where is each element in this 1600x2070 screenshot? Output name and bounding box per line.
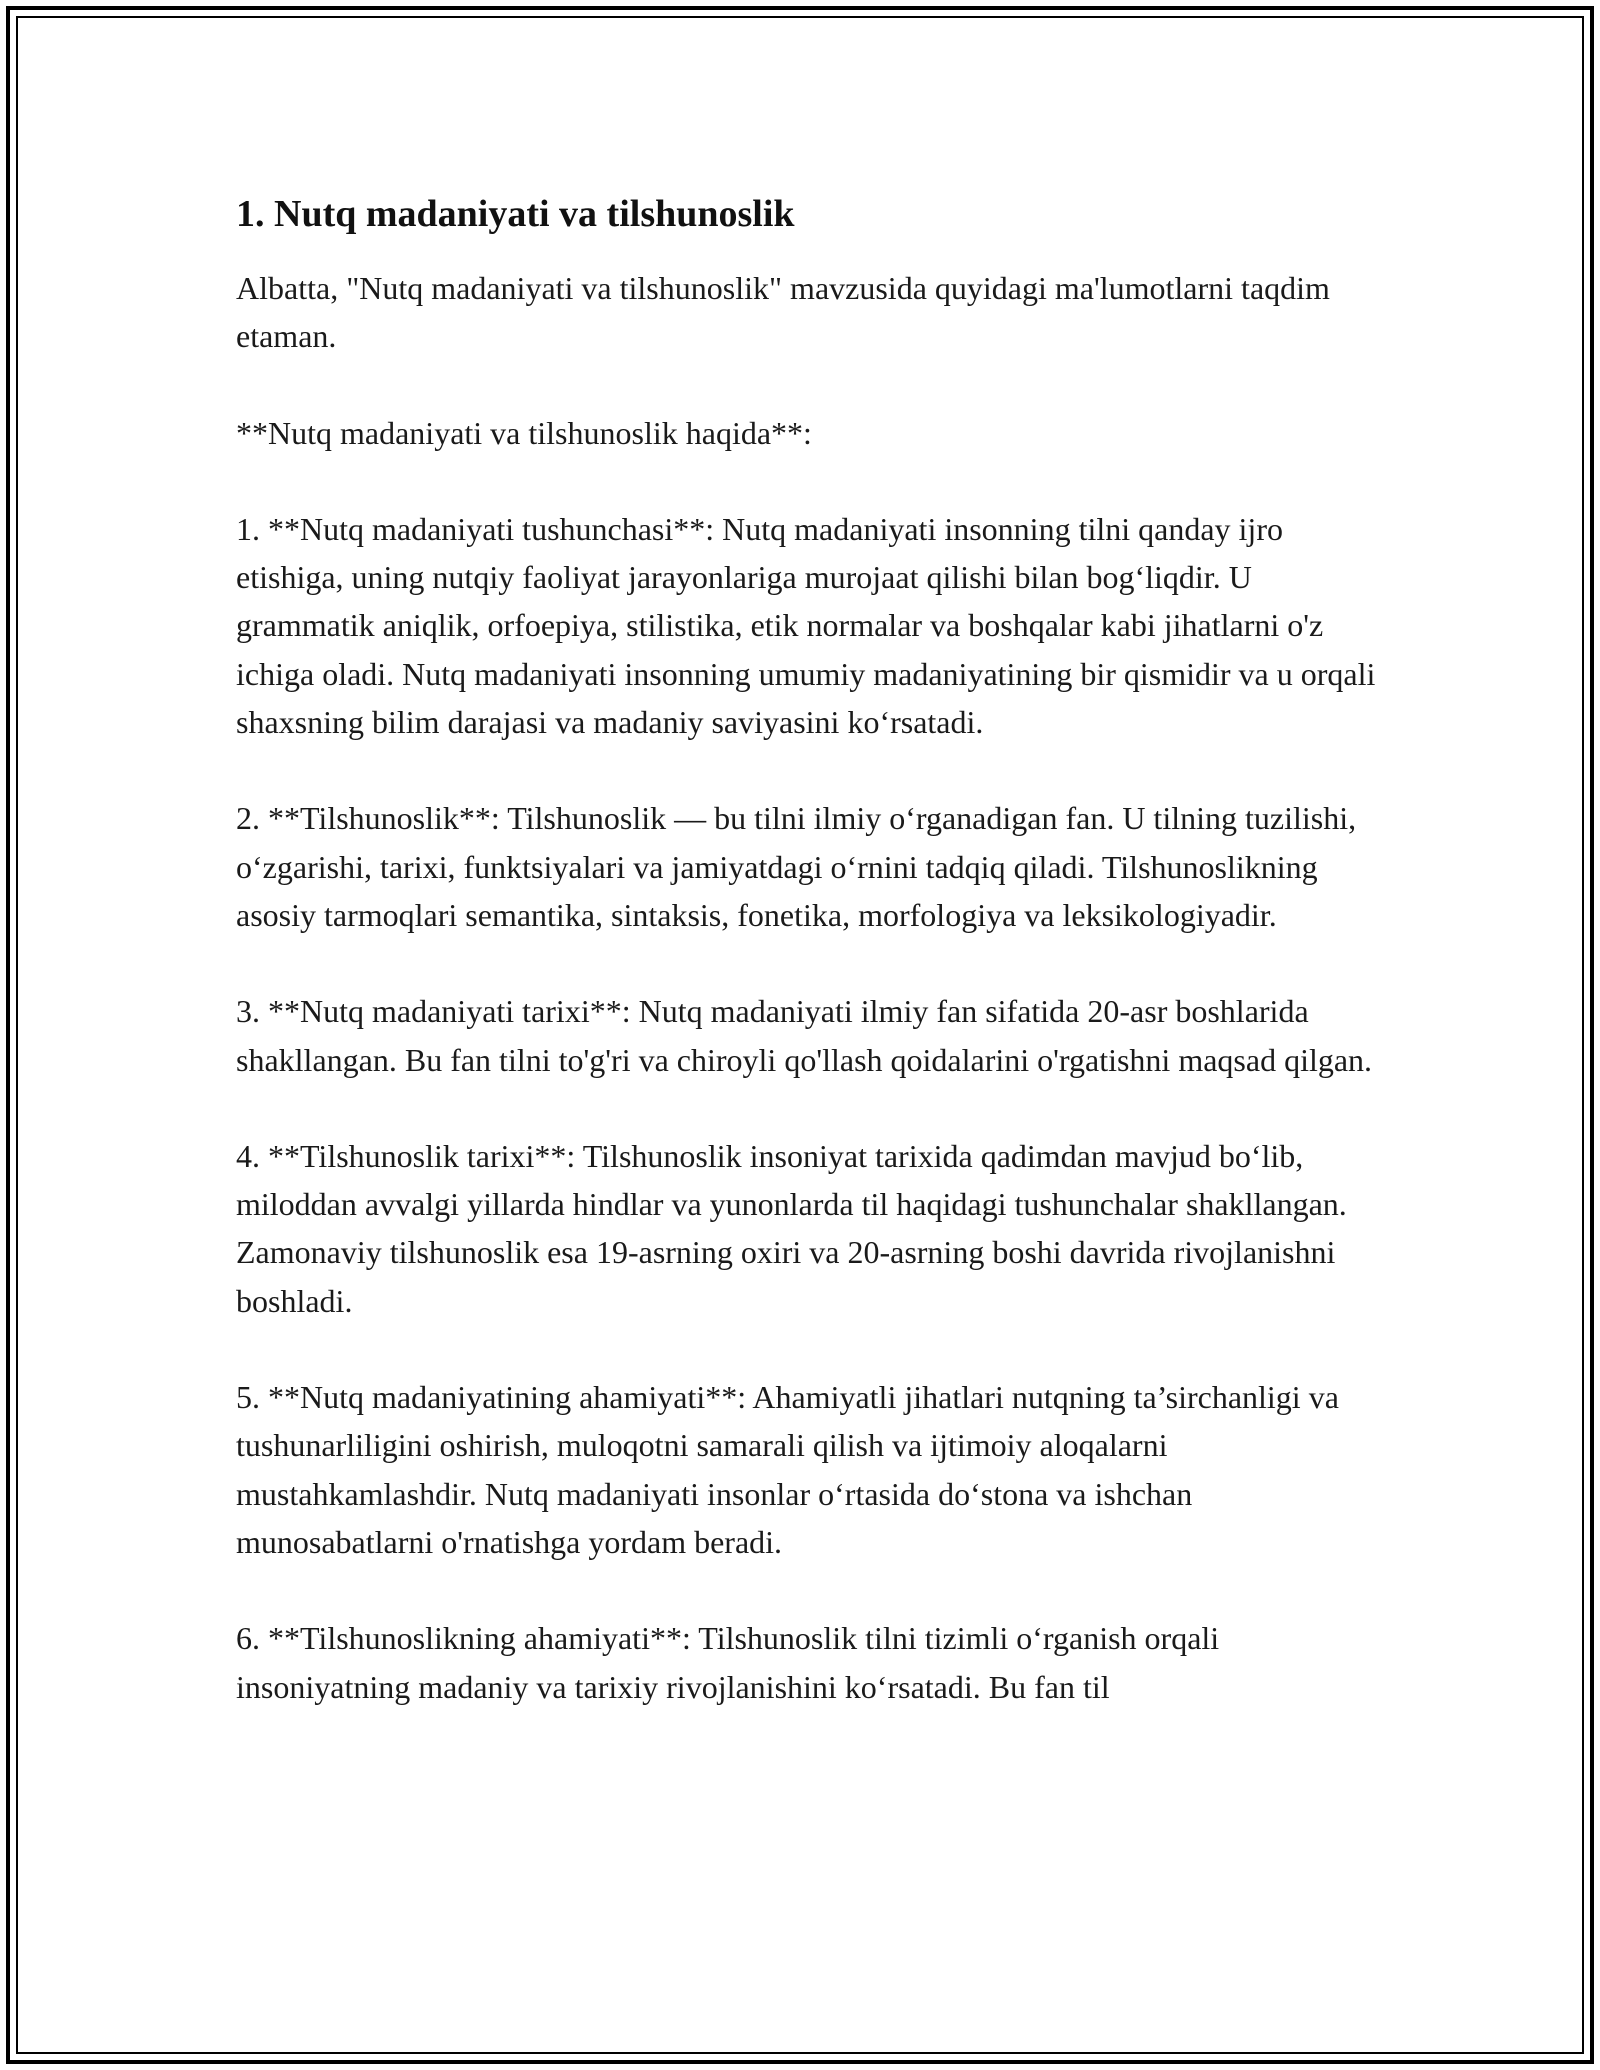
intro-paragraph: Albatta, "Nutq madaniyati va tilshunoslik" mavzusida quyidagi ma'lumotlarni taqdim etaman. bbox=[236, 270, 1330, 355]
point-6-paragraph: 6. **Tilshunoslikning ahamiyati**: Tilshunoslik tilni tizimli o‘rganish orqali insoniyatning madaniy va tarixiy rivojlanishini ko‘rsatadi. Bu fan til bbox=[236, 1620, 1220, 1705]
document-title: 1. Nutq madaniyati va tilshunoslik bbox=[236, 193, 795, 235]
point-4-paragraph: 4. **Tilshunoslik tarixi**: Tilshunoslik insoniyat tarixida qadimdan mavjud bo‘lib, miloddan avvalgi yillarda hindlar va yunonlarda til haqidagi tushunchalar shakllangan. Zamonaviy tilshunoslik esa 19-asrning oxiri va 20-asrning boshi davrida rivojlanishni boshladi. bbox=[236, 1137, 1347, 1319]
document-body bbox=[236, 186, 1386, 1759]
point-5-paragraph: 5. **Nutq madaniyatining ahamiyati**: Ahamiyatli jihatlari nutqning ta’sirchanligi va tushunarliligini oshirish, muloqotni samarali qilish va ijtimoiy aloqalarni mustahkamlashdir. Nutq madaniyati insonlar o‘rtasida do‘stona va ishchan munosabatlarni o'rnatishga yordam beradi. bbox=[236, 1379, 1339, 1560]
point-1-paragraph: 1. **Nutq madaniyati tushunchasi**: Nutq madaniyati insonning tilni qanday ijro etishiga, uning nutqiy faoliyat jarayonlariga murojaat qilishi bilan bog‘liqdir. U grammatik aniqlik, orfoepiya, stilistika, etik normalar va boshqalar kabi jihatlarni o'z ichiga oladi. Nutq madaniyati insonning umumiy madaniyatining bir qismidir va u orqali shaxsning bilim darajasi va madaniy saviyasini ko‘rsatadi. bbox=[236, 510, 1376, 741]
point-2-paragraph: 2. **Tilshunoslik**: Tilshunoslik — bu tilni ilmiy o‘rganadigan fan. U tilning tuzilishi, o‘zgarishi, tarixi, funktsiyalari va jamiyatdagi o‘rnini tadqiq qiladi. Tilshunoslikning asosiy tarmoqlari semantika, sintaksis, fonetika, morfologiya va leksikologiyadir. bbox=[236, 800, 1357, 933]
section-heading-paragraph: **Nutq madaniyati va tilshunoslik haqida**: bbox=[236, 414, 812, 451]
point-3-paragraph: 3. **Nutq madaniyati tarixi**: Nutq madaniyati ilmiy fan sifatida 20-asr boshlarida shakllangan. Bu fan tilni to'g'ri va chiroyli qo'llash qoidalarini o'rgatishni maqsad qilgan. bbox=[236, 993, 1373, 1078]
